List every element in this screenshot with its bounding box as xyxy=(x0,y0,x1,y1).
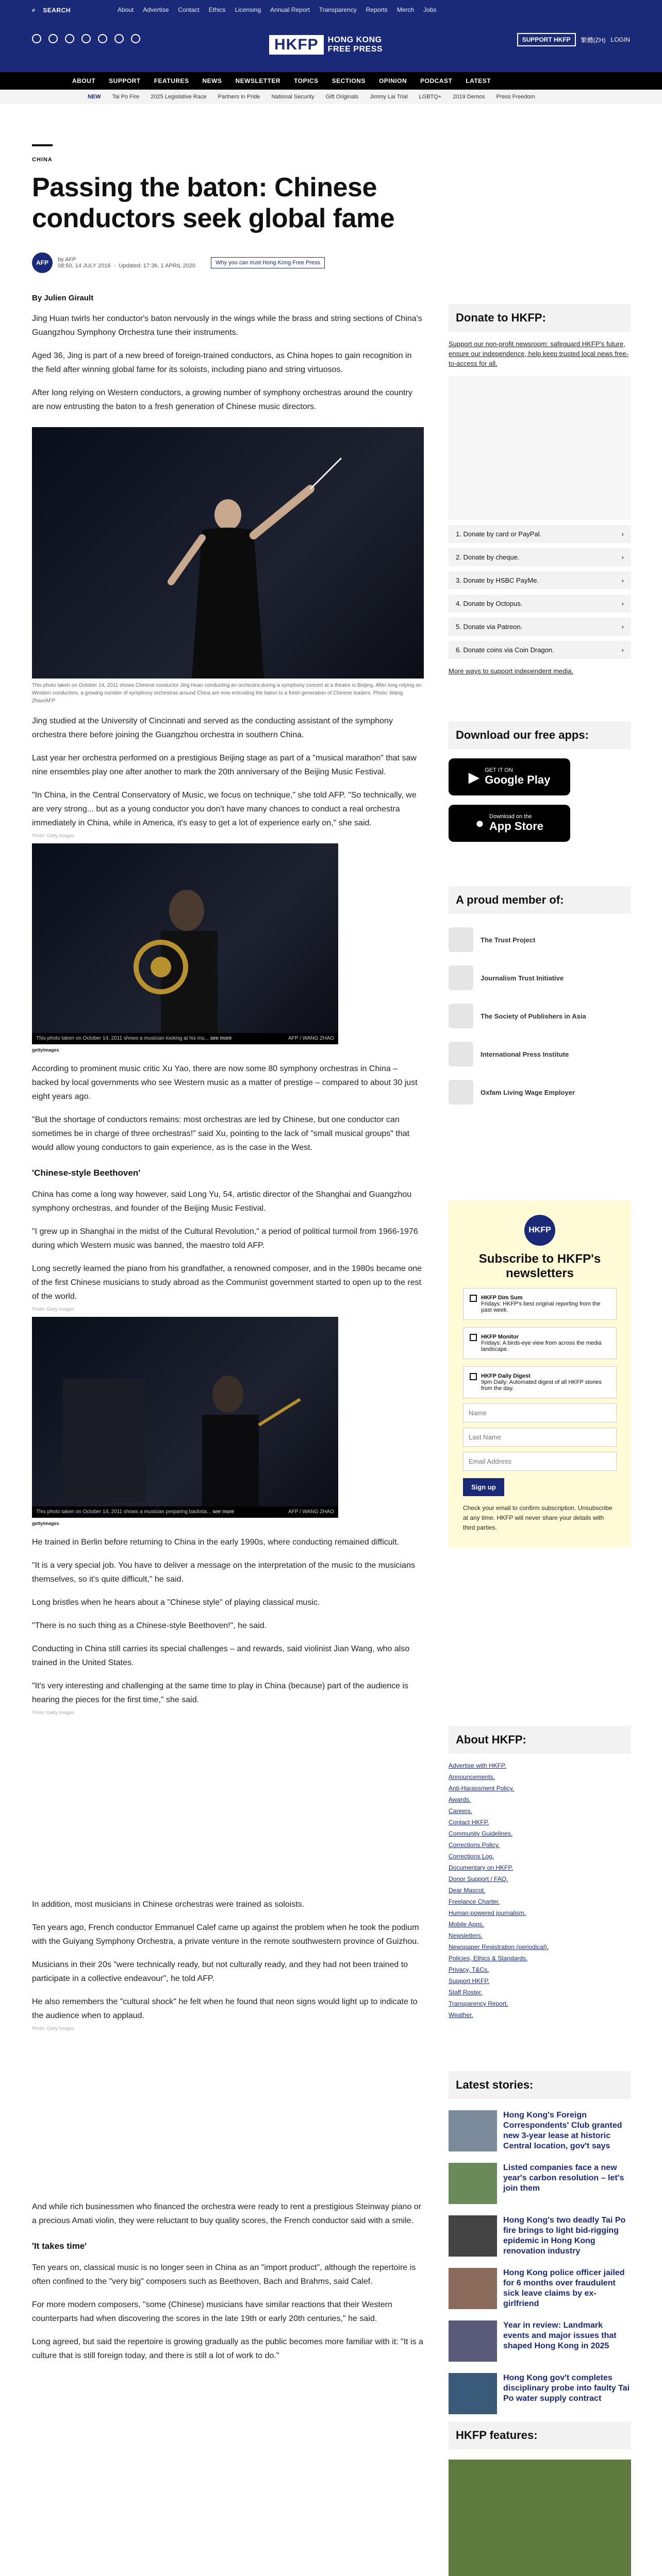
latest-story[interactable] xyxy=(449,2320,631,2362)
paragraph: After long relying on Western conductors, a growing number of symphony orchestras around the country are now entrusting the baton to a fresh generation of Chinese music directors. xyxy=(32,388,412,411)
checkbox[interactable] xyxy=(470,1295,477,1302)
badge-small-text: GET IT ON xyxy=(485,767,513,773)
linkedin-icon[interactable] xyxy=(98,34,107,43)
getty-logo[interactable]: gettyimages xyxy=(32,1521,59,1526)
chevron-icon: › xyxy=(621,600,624,607)
top-link-advertise[interactable]: Advertise xyxy=(143,6,169,13)
paragraph: Conducting in China still carries its special challenges – and rewards, said violinist Jian Wang, who also trained in the United States. xyxy=(32,1645,410,1667)
about-link[interactable]: Community Guidelines. xyxy=(449,1830,513,1837)
paragraph: Long bristles when he hears about a "Chinese style" of playing classical music. xyxy=(32,1598,320,1607)
donate-option[interactable] xyxy=(449,571,631,589)
article-category[interactable]: CHINA xyxy=(32,157,53,163)
latest-story[interactable] xyxy=(449,2373,631,2414)
story-thumbnail xyxy=(449,2215,497,2257)
trending-item[interactable]: Jimmy Lai Trial xyxy=(370,94,408,100)
email-input[interactable] xyxy=(463,1452,617,1471)
youtube-icon[interactable] xyxy=(81,34,91,43)
paragraph: Ten years ago, French conductor Emmanuel Calef came up against the problem when he took the podium with the Guiyang Symphony Orchestra, a private venture in the remote southwestern province of Guizhou. xyxy=(32,1923,419,1946)
story-headline[interactable]: Hong Kong's Foreign Correspondents' Club granted new 3-year lease at historic Central location, gov't says xyxy=(503,2111,622,2150)
embed-source: AFP / WANG ZHAO xyxy=(288,1036,334,1041)
features-widget xyxy=(449,2421,631,2576)
embed-placeholder xyxy=(32,2031,424,2191)
paragraph: Long agreed, but said the repertoire is growing gradually as the public becomes more familiar with it: "It is a culture that is still foreign today, and there is still a lot of work to do." xyxy=(32,2337,423,2360)
donate-option-label: 4. Donate by Octopus. xyxy=(456,600,523,607)
member-name: Journalism Trust Initiative xyxy=(481,974,564,982)
trending-label: NEW xyxy=(88,94,101,100)
donate-option[interactable] xyxy=(449,641,631,659)
avatar: AFP xyxy=(32,252,53,273)
member-logo[interactable] xyxy=(449,965,631,990)
newsletter-option[interactable] xyxy=(463,1366,617,1398)
twitter-icon[interactable] xyxy=(32,34,41,43)
hkfp-badge-icon: HKFP xyxy=(524,1215,555,1246)
about-link[interactable]: Human-powered journalism. xyxy=(449,1909,526,1917)
nav-news[interactable]: NEWS xyxy=(202,77,222,84)
last-name-input[interactable] xyxy=(463,1428,617,1447)
top-utility-bar xyxy=(0,0,662,21)
app-store-badge[interactable] xyxy=(449,805,570,842)
embed-caption xyxy=(32,1506,338,1518)
article xyxy=(32,124,424,2363)
top-link-about[interactable]: About xyxy=(118,6,134,13)
badge-big-text: App Store xyxy=(489,820,544,833)
paragraph: Ten years on, classical music is no longer seen in China as an "import product", although the repertoire is often confined to the "very big" composers such as Beethoven, Bach and Brahms, said Calef. xyxy=(32,2263,416,2286)
photo-caption: This photo taken on October 14, 2011 shows Chinese conductor Jing Huan conducting an orchestra during a symphony concert at a theatre in Beijing. After long relying on Western conductors, a growing number of symphony orchestras around China are now entrusting the baton to a fresh generation of Chinese leaders. Photo: Wang Zhao/AFP xyxy=(32,683,422,704)
latest-story[interactable] xyxy=(449,2163,631,2204)
trust-link[interactable]: Why you can trust Hong Kong Free Press xyxy=(211,257,325,268)
about-link[interactable]: Documentary on HKFP. xyxy=(449,1864,514,1871)
trending-item[interactable]: National Security xyxy=(271,94,315,100)
about-link[interactable]: Weather. xyxy=(449,2011,473,2019)
newsletter-option[interactable] xyxy=(463,1327,617,1359)
author-name: By Julien Girault xyxy=(32,294,94,302)
oxfam-icon xyxy=(449,1080,473,1105)
newsletter-title: Subscribe to HKFP's newsletters xyxy=(478,1252,601,1280)
about-link[interactable]: Newsletters. xyxy=(449,1932,483,1939)
apps-title: Download our free apps: xyxy=(449,721,631,749)
top-link-jobs[interactable]: Jobs xyxy=(423,6,437,13)
chevron-icon: › xyxy=(621,646,624,654)
option-name: HKFP Daily Digest xyxy=(481,1373,531,1379)
donate-option[interactable] xyxy=(449,525,631,543)
paragraph: "But the shortage of conductors remains: most orchestras are led by Chinese, but one conductor can sometimes be in charge of three orchestras!" said Xu, pointing to the lack of "small musical groups" that would allow young conductors to gain experience, as is the case in the West. xyxy=(32,1115,410,1152)
latest-title: Latest stories: xyxy=(449,2071,631,2099)
trust-project-icon xyxy=(449,927,473,952)
backstage-image xyxy=(32,1317,338,1506)
option-name: HKFP Dim Sum xyxy=(481,1295,523,1301)
about-link[interactable]: Anti-Harassment Policy. xyxy=(449,1785,515,1792)
byline-author[interactable]: by AFP xyxy=(58,257,76,263)
subheading: 'It takes time' xyxy=(32,2241,87,2251)
logo-line-1: HONG KONG xyxy=(327,36,382,44)
about-link[interactable]: Freelance Charter. xyxy=(449,1898,500,1905)
paragraph: "There is no such thing as a Chinese-style Beethoven!", he said. xyxy=(32,1621,267,1630)
paragraph: Jing studied at the University of Cincinnati and served as the conducting assistant of the symphony orchestra there before joining the Guangzhou orchestra in southern China. xyxy=(32,717,393,739)
conductor-photo xyxy=(32,427,424,679)
trending-item[interactable]: 2019 Demos xyxy=(453,94,485,100)
instagram-icon[interactable] xyxy=(65,34,74,43)
getty-logo[interactable]: gettyimages xyxy=(32,1047,59,1053)
getty-credit: Photo: Getty Images xyxy=(32,1307,75,1312)
trending-item[interactable]: LGBTQ+ xyxy=(419,94,442,100)
latest-story[interactable] xyxy=(449,2268,631,2309)
trending-bar xyxy=(0,90,662,104)
logo-mark: HKFP xyxy=(269,35,324,55)
about-link[interactable]: Announcements. xyxy=(449,1773,495,1781)
chevron-icon: › xyxy=(621,577,624,584)
social-icons xyxy=(32,34,140,43)
about-links xyxy=(449,1760,631,2021)
about-link[interactable]: Policies, Ethics & Standards. xyxy=(449,1955,528,1962)
getty-embed-backstage[interactable] xyxy=(32,1317,338,1518)
getty-credit: Photo: Getty Images xyxy=(32,2026,75,2031)
option-name: HKFP Monitor xyxy=(481,1334,519,1340)
embed-source: AFP / WANG ZHAO xyxy=(288,1509,334,1515)
donate-option-label: 2. Donate by cheque. xyxy=(456,553,520,561)
about-link[interactable]: Donor Support / FAQ. xyxy=(449,1875,508,1883)
paragraph: Musicians in their 20s "were technically ready, but not culturally ready, and they had not been trained to participate in a collective endeavour", he told AFP. xyxy=(32,1960,408,1983)
story-thumbnail xyxy=(449,2373,497,2414)
about-link[interactable]: Dear Mascot. xyxy=(449,1887,486,1894)
option-desc: 9pm Daily: Automated digest of all HKFP stories from the day. xyxy=(481,1379,602,1392)
paragraph: Jing Huan twirls her conductor's baton nervously in the wings while the brass and string sections of China's Guangzhou Symphony Orchestra tune their instruments. xyxy=(32,314,422,337)
more-ways-link[interactable]: More ways to support independent media. xyxy=(449,667,574,675)
about-widget xyxy=(449,1726,631,2021)
latest-story[interactable] xyxy=(449,2110,631,2151)
top-link-reports[interactable]: Reports xyxy=(366,6,388,13)
about-link[interactable]: Corrections Log. xyxy=(449,1853,494,1860)
trending-item[interactable]: Gift Originals xyxy=(325,94,359,100)
member-logo[interactable] xyxy=(449,1042,631,1066)
member-name: The Trust Project xyxy=(481,936,536,944)
nav-newsletter[interactable]: NEWSLETTER xyxy=(235,77,281,84)
language-link[interactable]: 繁體(ZH) xyxy=(581,36,606,44)
top-link-ethics[interactable]: Ethics xyxy=(208,6,226,13)
play-icon: ▶ xyxy=(468,769,480,785)
embed-caption-text: This photo taken on October 14, 2011 shows a musician looking at his mu... xyxy=(36,1036,209,1041)
story-thumbnail xyxy=(449,2320,497,2362)
embed-caption xyxy=(32,1033,338,1044)
byline: AFP by AFP 08:50, 14 JULY 2016 · Updated: 17:36, 1 APRIL 2020 Why you can trust Hong Kong Free Press xyxy=(32,252,424,273)
donate-option-label: 1. Donate by card or PayPal. xyxy=(456,530,542,538)
member-logo[interactable] xyxy=(449,1080,631,1105)
badge-big-text: Google Play xyxy=(485,773,551,786)
newsletter-option[interactable] xyxy=(463,1288,617,1320)
paragraph: And while rich businessmen who financed the orchestra were ready to rent a prestigious Steinway piano or a precious Amati violin, they were reluctant to buy quality scores, the French conductor said with a smile. xyxy=(32,2202,422,2225)
about-link[interactable]: Transparency Report. xyxy=(449,2000,508,2007)
badge-small-text: Download on the xyxy=(489,814,532,820)
latest-widget xyxy=(449,2071,631,2414)
story-thumbnail xyxy=(449,2110,497,2151)
member-name: Oxfam Living Wage Employer xyxy=(481,1088,575,1096)
paragraph: Aged 36, Jing is part of a new breed of foreign-trained conductors, as China hopes to gain recognition in the field after winning global fame for its soloists, including piano and string virtuosos. xyxy=(32,351,412,374)
top-link-contact[interactable]: Contact xyxy=(178,6,200,13)
trending-item[interactable]: Press Freedom xyxy=(496,94,535,100)
subheading: 'Chinese-style Beethoven' xyxy=(32,1168,141,1178)
paragraph: "In China, in the Central Conservatory of Music, we focus on technique," she told AFP. "So technically, we are very strong... but as a young conductor you don't have many chances to conduct a real orchestra immediately in China, while in America, it's easy to get a lot of experience early on," she said. xyxy=(32,791,417,827)
embed-placeholder xyxy=(32,1715,424,1888)
nav-podcast[interactable]: PODCAST xyxy=(420,77,453,84)
story-headline[interactable]: Hong Kong police officer jailed for 6 months over fraudulent sick leave claims by ex-girlfriend xyxy=(503,2268,625,2308)
google-play-badge[interactable] xyxy=(449,758,570,795)
about-link[interactable]: Corrections Policy. xyxy=(449,1841,500,1849)
getty-credit: Photo: Getty Images xyxy=(32,833,75,838)
site-logo[interactable] xyxy=(269,35,383,55)
checkbox[interactable] xyxy=(470,1373,477,1380)
option-desc: Fridays: A birds-eye view from across the media landscape. xyxy=(481,1340,602,1352)
logo-line-2: FREE PRESS xyxy=(327,45,383,54)
paragraph: He trained in Berlin before returning to China in the early 1990s, where conducting remained difficult. xyxy=(32,1538,400,1547)
member-logo[interactable] xyxy=(449,927,631,952)
conductor-silhouette xyxy=(32,427,424,679)
article-title: Passing the baton: Chinese conductors seek global fame xyxy=(32,173,395,233)
newsletter-widget xyxy=(449,1200,631,1547)
nav-about[interactable]: ABOUT xyxy=(72,77,96,84)
story-headline[interactable]: Listed companies face a new year's carbon resolution – let's join them xyxy=(503,2163,624,2193)
see-more-link[interactable]: see more xyxy=(210,1036,232,1041)
option-desc: Fridays: HKFP's best original reporting from the past week. xyxy=(481,1301,601,1313)
donate-option-label: 5. Donate via Patreon. xyxy=(456,623,523,631)
story-headline[interactable]: Hong Kong gov't completes disciplinary probe into faulty Tai Po water supply contract xyxy=(503,2374,630,2403)
nav-sections[interactable]: SECTIONS xyxy=(332,77,366,84)
sopa-icon xyxy=(449,1004,473,1028)
search-link[interactable]: ⌕ SEARCH xyxy=(32,6,71,14)
donate-option[interactable] xyxy=(449,548,631,566)
donate-illustration xyxy=(449,376,631,520)
donate-option[interactable] xyxy=(449,618,631,636)
members-title: A proud member of: xyxy=(449,886,631,914)
story-headline[interactable]: Hong Kong's two deadly Tai Po fire brings to light bid-rigging epidemic in Hong Kong renovation industry xyxy=(503,2216,626,2256)
story-thumbnail xyxy=(449,2268,497,2309)
features-title: HKFP features: xyxy=(449,2421,631,2449)
paragraph: "It is a very special job. You have to deliver a message on the interpretation of the music to the musicians themselves, so it's quite difficult," he said. xyxy=(32,1561,415,1584)
top-link-transparency[interactable]: Transparency xyxy=(319,6,357,13)
about-link[interactable]: Awards. xyxy=(449,1796,471,1803)
top-link-annual-report[interactable]: Annual Report xyxy=(270,6,310,13)
apps-widget xyxy=(449,721,631,842)
jti-icon xyxy=(449,965,473,990)
mail-icon[interactable] xyxy=(131,34,140,43)
chevron-icon: › xyxy=(621,553,624,561)
story-thumbnail xyxy=(449,2163,497,2204)
apple-icon: ● xyxy=(475,815,484,831)
top-link-licensing[interactable]: Licensing xyxy=(235,6,261,13)
feature-image[interactable] xyxy=(449,2460,631,2576)
about-title: About HKFP: xyxy=(449,1726,631,1754)
nav-features[interactable]: FEATURES xyxy=(154,77,189,84)
paragraph: Last year her orchestra performed on a prestigious Beijing stage as part of a "musical marathon" that saw nine ensembles play one after another to mark the 20th anniversary of the Beijing Music Festival. xyxy=(32,754,417,776)
facebook-icon[interactable] xyxy=(48,34,58,43)
publish-date: 08:50, 14 JULY 2016 xyxy=(58,263,111,269)
sign-up-button[interactable]: Sign up xyxy=(463,1478,504,1496)
checkbox[interactable] xyxy=(470,1334,477,1341)
paragraph: "It's very interesting and challenging at the same time to play in China (because) part of the audience is hearing the pieces for the first time," she said. xyxy=(32,1682,409,1704)
horn-player-image xyxy=(32,843,338,1033)
support-hkfp-button[interactable]: SUPPORT HKFP xyxy=(517,33,576,46)
members-widget xyxy=(449,886,631,1105)
getty-credit: Photo: Getty Images xyxy=(32,1710,75,1715)
nav-topics[interactable]: TOPICS xyxy=(294,77,319,84)
chevron-icon: › xyxy=(621,623,624,631)
trending-item[interactable]: Tai Po Fire xyxy=(112,94,140,100)
donate-option-label: 3. Donate by HSBC PayMe. xyxy=(456,577,539,584)
embed-caption-text: This photo taken on October 14, 2011 shows a musician preparing backsta... xyxy=(36,1509,211,1515)
trending-item[interactable]: Partners in Pride xyxy=(218,94,260,100)
donate-option-label: 6. Donate coins via Coin Dragon. xyxy=(456,646,554,654)
category-rule xyxy=(32,144,53,146)
paragraph: "I grew up in Shanghai in the midst of the Cultural Revolution," a period of political turmoil from 1966-1976 during which Western music was banned, the maestro told AFP. xyxy=(32,1227,418,1250)
donate-widget xyxy=(449,304,631,676)
search-icon: ⌕ xyxy=(32,6,36,13)
member-name: International Press Institute xyxy=(481,1050,569,1058)
paragraph: For more modern composers, "some (Chinese) musicians have similar reactions that their Western counterparts had when discovering the scores in the late 19th or early 20th centuries," he said. xyxy=(32,2300,392,2323)
updated-date: Updated: 17:36, 1 APRIL 2020 xyxy=(119,263,196,269)
about-link[interactable]: Mobile Apps. xyxy=(449,1921,484,1928)
member-logo[interactable] xyxy=(449,1004,631,1028)
about-link[interactable]: Advertise with HKFP. xyxy=(449,1762,506,1769)
top-link-merch[interactable]: Merch xyxy=(396,6,415,13)
newsletter-note: Check your email to confirm subscription. Unsubscribe at any time. HKFP will never share your details with third parties. xyxy=(463,1504,613,1531)
paragraph: He also remembers the "cultural shock" he felt when he found that neon signs would light up to indicate to the audience when to applaud. xyxy=(32,1997,418,2020)
story-headline[interactable]: Year in review: Landmark events and major issues that shaped Hong Kong in 2025 xyxy=(503,2321,617,2350)
nav-support[interactable]: SUPPORT xyxy=(109,77,141,84)
first-name-input[interactable] xyxy=(463,1403,617,1422)
about-link[interactable]: Staff Roster. xyxy=(449,1989,483,1996)
about-link[interactable]: Newspaper Registration (periodical). xyxy=(449,1943,549,1951)
donate-title: Donate to HKFP: xyxy=(449,304,631,332)
trending-item[interactable]: 2025 Legislative Race xyxy=(151,94,207,100)
ipi-icon xyxy=(449,1042,473,1066)
getty-embed-horn[interactable] xyxy=(32,843,338,1044)
main-nav xyxy=(0,72,662,90)
nav-opinion[interactable]: OPINION xyxy=(378,77,407,84)
about-link[interactable]: Support HKFP. xyxy=(449,1977,490,1985)
donate-text[interactable]: Support our non-profit newsroom: safeguard HKFP's future, ensure our independence, help keep trusted local news free-to-access for all. xyxy=(449,340,629,367)
member-name: The Society of Publishers in Asia xyxy=(481,1012,586,1020)
nav-latest[interactable]: LATEST xyxy=(466,77,491,84)
see-more-link[interactable]: see more xyxy=(212,1509,234,1515)
chevron-icon: › xyxy=(621,530,624,538)
login-link[interactable]: LOGIN xyxy=(610,36,630,43)
about-link[interactable]: Contact HKFP. xyxy=(449,1819,489,1826)
about-link[interactable]: Privacy, T&Cs. xyxy=(449,1966,489,1973)
donate-option[interactable] xyxy=(449,595,631,613)
latest-story[interactable] xyxy=(449,2215,631,2257)
paragraph: Long secretly learned the piano from his grandfather, a renowned composer, and in the 1980s became one of the first Chinese musicians to study abroad as the Communist government started to open up to the rest of the world. xyxy=(32,1264,422,1301)
paragraph: According to prominent music critic Xu Yao, there are now some 80 symphony orchestras in China – backed by local governments who see Western music as a matter of prestige – compared to about 30 just eight years ago. xyxy=(32,1064,418,1101)
about-link[interactable]: Careers. xyxy=(449,1807,473,1815)
rss-icon[interactable] xyxy=(114,34,124,43)
paragraph: In addition, most musicians in Chinese orchestras were trained as soloists. xyxy=(32,1900,305,1909)
paragraph: China has come a long way however, said Long Yu, 54, artistic director of the Shanghai and Guangzhou symphony orchestras, and founder of the Beijing Music Festival. xyxy=(32,1190,412,1213)
